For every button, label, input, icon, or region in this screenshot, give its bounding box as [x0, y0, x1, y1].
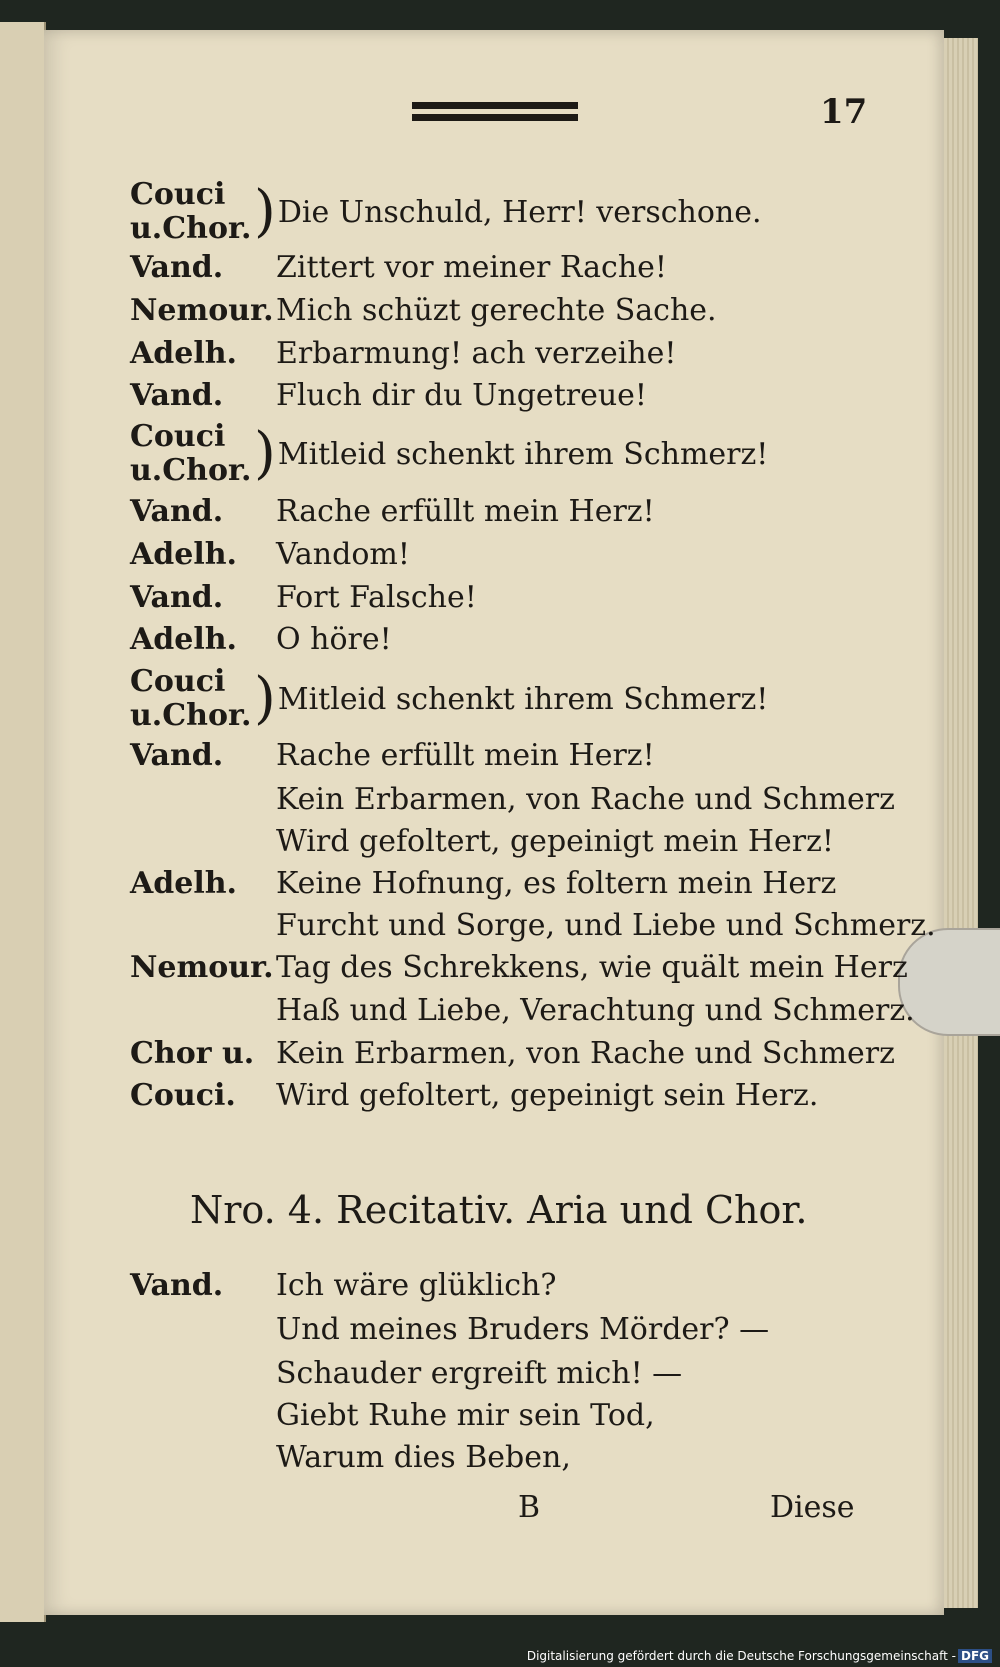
line-text: Haß und Liebe, Verachtung und Schmerz.	[276, 993, 915, 1028]
dialogue-line	[130, 950, 908, 986]
line-text: Tag des Schrekkens, wie quält mein Herz	[276, 950, 908, 985]
line-text: Mitleid schenkt ihrem Schmerz!	[277, 681, 769, 717]
line-text: Mich schüzt gerechte Sache.	[276, 293, 717, 328]
line-text: Giebt Ruhe mir sein Tod,	[276, 1398, 655, 1433]
speaker-name: Adelh.	[130, 622, 237, 657]
page-stack-edge	[944, 38, 978, 1608]
dialogue-line	[130, 378, 647, 414]
footer-credit	[527, 1649, 992, 1663]
dialogue-line	[130, 824, 834, 860]
line-text: Zittert vor meiner Rache!	[276, 250, 667, 285]
speaker-name: Nemour.	[130, 293, 274, 328]
speaker-brace: )	[254, 666, 276, 731]
section-heading: Nro. 4. Recitativ. Aria und Chor.	[190, 1188, 808, 1232]
line-text: Kein Erbarmen, von Rache und Schmerz	[276, 782, 895, 817]
speaker-name: Vand.	[130, 494, 224, 529]
speaker-name: Vand.	[130, 738, 224, 773]
line-text: Wird gefoltert, gepeinigt mein Herz!	[276, 824, 834, 859]
line-text: Vandom!	[276, 537, 410, 572]
dialogue-line	[130, 580, 477, 616]
speaker-name: Vand.	[130, 580, 224, 615]
speaker-name: Vand.	[130, 1268, 224, 1303]
recitative-line	[130, 1440, 571, 1476]
dialogue-line	[130, 993, 915, 1029]
recitative-line	[130, 1356, 682, 1392]
dialogue-line	[130, 622, 392, 658]
speaker-name: Chor u.	[130, 1036, 255, 1071]
speaker-name: u.Chor.	[130, 698, 252, 733]
header-ornament	[412, 102, 578, 128]
catchword: Diese	[770, 1490, 855, 1525]
speaker-name: Vand.	[130, 378, 224, 413]
speaker-name: Couci	[130, 664, 226, 699]
line-text: Die Unschuld, Herr! verschone.	[277, 194, 762, 230]
line-text: Warum dies Beben,	[276, 1440, 571, 1475]
dialogue-line	[130, 782, 895, 818]
dfg-logo: DFG	[958, 1649, 992, 1663]
line-text: Ich wäre glüklich?	[276, 1268, 557, 1303]
line-text: Und meines Bruders Mörder? —	[276, 1312, 770, 1347]
dialogue-line	[130, 537, 410, 573]
line-text: Rache erfüllt mein Herz!	[276, 494, 655, 529]
line-text: Erbarmung! ach verzeihe!	[276, 336, 677, 371]
dialogue-line	[130, 250, 667, 286]
dialogue-line	[130, 1036, 895, 1072]
recitative-line	[130, 1398, 655, 1434]
dialogue-line	[130, 494, 655, 530]
dual-speaker-line	[130, 178, 762, 246]
speaker-name: Adelh.	[130, 336, 237, 371]
line-text: Furcht und Sorge, und Liebe und Schmerz.	[276, 908, 936, 943]
dialogue-line	[130, 866, 836, 902]
page-number: 17	[820, 92, 868, 132]
line-text: Rache erfüllt mein Herz!	[276, 738, 655, 773]
speaker-name: u.Chor.	[130, 453, 252, 488]
recitative-line	[130, 1312, 769, 1348]
speaker-name: Adelh.	[130, 866, 237, 901]
signature-mark: B	[518, 1490, 541, 1525]
dialogue-line	[130, 293, 717, 329]
line-text: Fort Falsche!	[276, 580, 477, 615]
speaker-name: Couci	[130, 419, 226, 454]
line-text: O höre!	[276, 622, 392, 657]
line-text: Wird gefoltert, gepeinigt sein Herz.	[276, 1078, 819, 1113]
line-text: Keine Hofnung, es foltern mein Herz	[276, 866, 837, 901]
line-text: Fluch dir du Ungetreue!	[276, 378, 647, 413]
line-text: Schauder ergreift mich! —	[276, 1356, 683, 1391]
recitative-line	[130, 1268, 556, 1304]
speaker-brace: )	[254, 179, 276, 244]
dual-speaker-line	[130, 665, 768, 733]
speaker-name: Nemour.	[130, 950, 274, 985]
dialogue-line	[130, 738, 655, 774]
footer-text: Digitalisierung gefördert durch die Deutsche Forschungsgemeinschaft -	[526, 1649, 956, 1663]
speaker-name: u.Chor.	[130, 211, 252, 246]
dual-speaker-line	[130, 420, 768, 488]
speaker-name: Couci	[130, 177, 226, 212]
dialogue-line	[130, 336, 676, 372]
speaker-brace: )	[254, 421, 276, 486]
speaker-name: Couci.	[130, 1078, 236, 1113]
line-text: Mitleid schenkt ihrem Schmerz!	[277, 436, 769, 472]
speaker-name: Vand.	[130, 250, 224, 285]
line-text: Kein Erbarmen, von Rache und Schmerz	[276, 1036, 895, 1071]
dialogue-line	[130, 1078, 818, 1114]
dialogue-line	[130, 908, 936, 944]
left-page-edge	[0, 22, 46, 1622]
speaker-name: Adelh.	[130, 537, 237, 572]
